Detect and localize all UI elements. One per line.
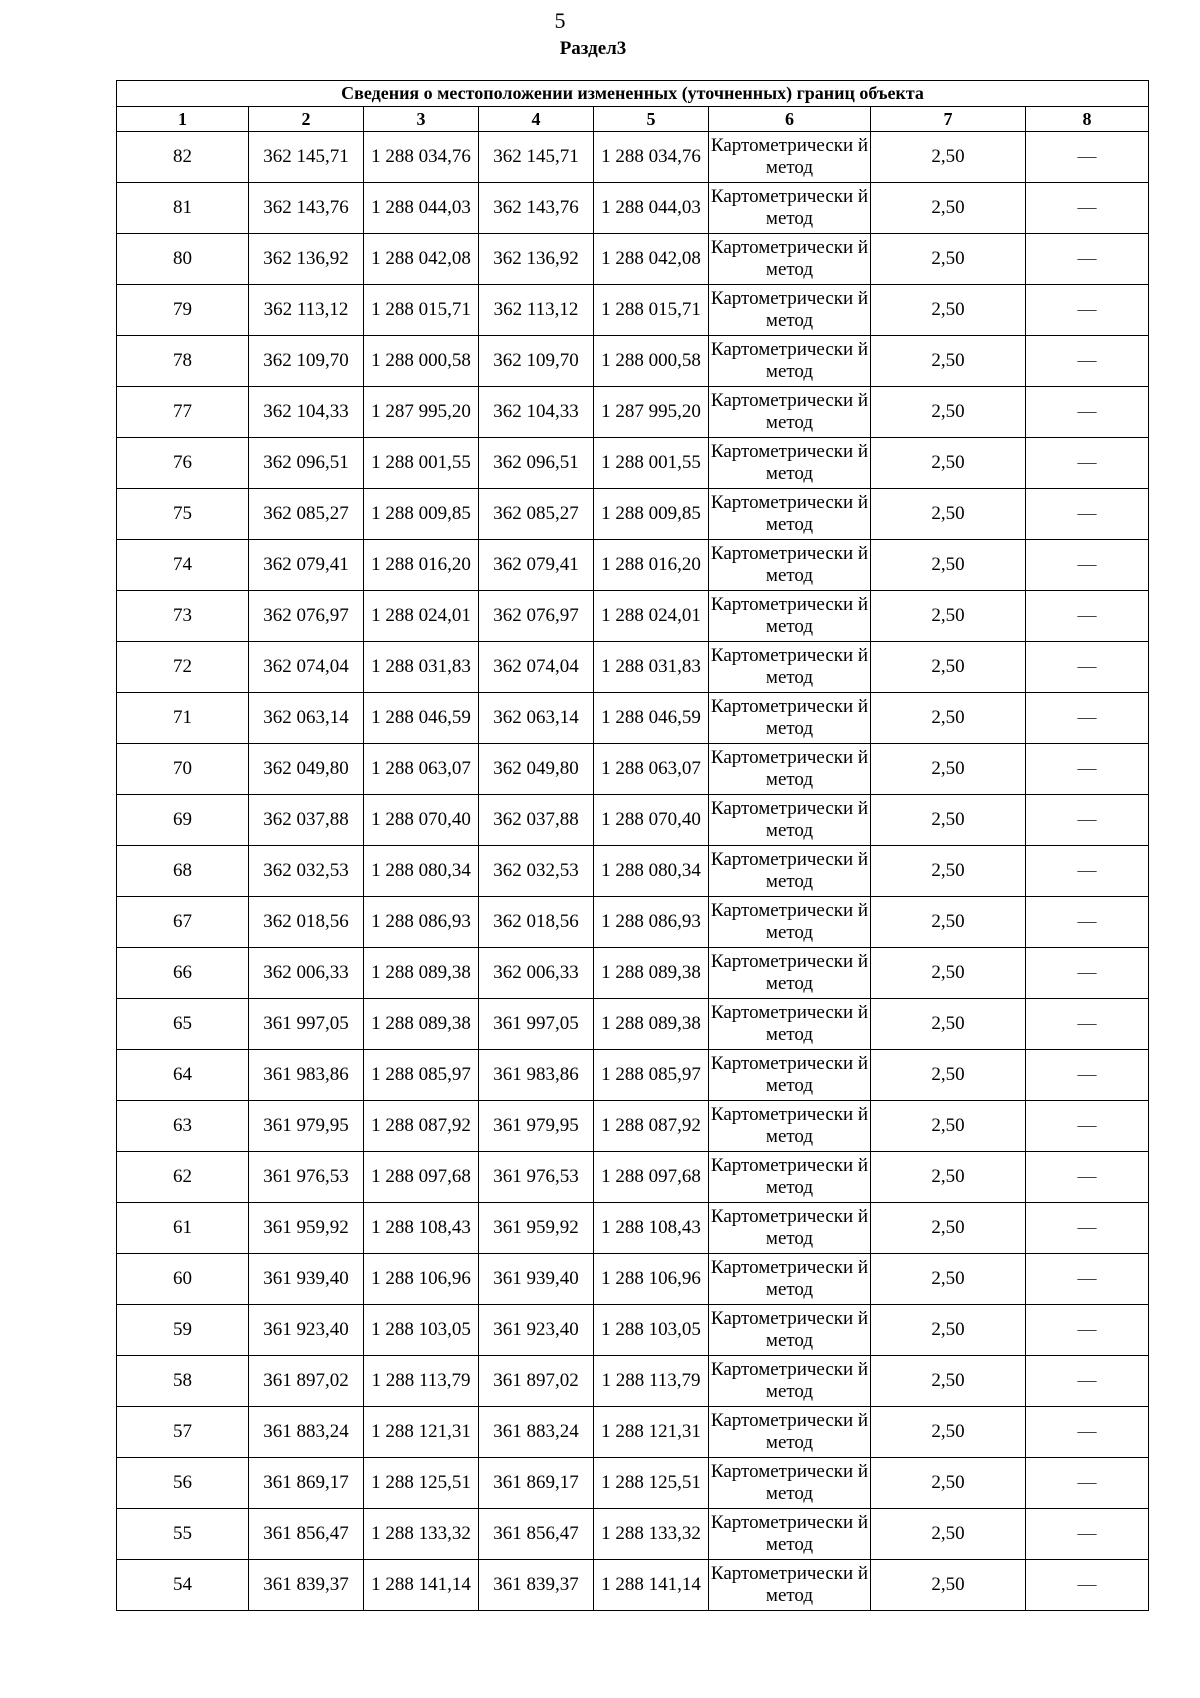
x-old-cell: 361 883,24 <box>249 1407 364 1458</box>
accuracy-cell: 2,50 <box>871 1101 1026 1152</box>
y-new-cell: 1 288 087,92 <box>594 1101 709 1152</box>
description-cell: — <box>1026 1050 1149 1101</box>
point-number-cell: 68 <box>117 846 249 897</box>
description-cell: — <box>1026 540 1149 591</box>
x-new-cell: 362 085,27 <box>479 489 594 540</box>
x-old-cell: 361 959,92 <box>249 1203 364 1254</box>
description-cell: — <box>1026 795 1149 846</box>
description-cell: — <box>1026 591 1149 642</box>
x-new-cell: 361 883,24 <box>479 1407 594 1458</box>
column-number: 2 <box>249 107 364 132</box>
description-cell: — <box>1026 489 1149 540</box>
accuracy-cell: 2,50 <box>871 1152 1026 1203</box>
accuracy-cell: 2,50 <box>871 234 1026 285</box>
y-new-cell: 1 288 042,08 <box>594 234 709 285</box>
y-old-cell: 1 288 085,97 <box>364 1050 479 1101</box>
description-cell: — <box>1026 948 1149 999</box>
description-cell: — <box>1026 387 1149 438</box>
point-number-cell: 72 <box>117 642 249 693</box>
table-row <box>117 846 1149 897</box>
accuracy-cell: 2,50 <box>871 387 1026 438</box>
point-number-cell: 54 <box>117 1560 249 1611</box>
y-new-cell: 1 288 089,38 <box>594 999 709 1050</box>
method-cell: Картометрически й метод <box>709 1254 871 1305</box>
accuracy-cell: 2,50 <box>871 1305 1026 1356</box>
y-new-cell: 1 288 108,43 <box>594 1203 709 1254</box>
y-old-cell: 1 288 097,68 <box>364 1152 479 1203</box>
table-row <box>117 642 1149 693</box>
accuracy-cell: 2,50 <box>871 132 1026 183</box>
point-number-cell: 66 <box>117 948 249 999</box>
x-new-cell: 361 997,05 <box>479 999 594 1050</box>
description-cell: — <box>1026 744 1149 795</box>
y-old-cell: 1 288 000,58 <box>364 336 479 387</box>
table-row <box>117 438 1149 489</box>
point-number-cell: 73 <box>117 591 249 642</box>
x-old-cell: 361 983,86 <box>249 1050 364 1101</box>
x-new-cell: 361 839,37 <box>479 1560 594 1611</box>
y-new-cell: 1 288 113,79 <box>594 1356 709 1407</box>
y-old-cell: 1 288 024,01 <box>364 591 479 642</box>
x-new-cell: 362 018,56 <box>479 897 594 948</box>
accuracy-cell: 2,50 <box>871 795 1026 846</box>
y-new-cell: 1 287 995,20 <box>594 387 709 438</box>
table-row <box>117 540 1149 591</box>
y-new-cell: 1 288 044,03 <box>594 183 709 234</box>
accuracy-cell: 2,50 <box>871 948 1026 999</box>
description-cell: — <box>1026 846 1149 897</box>
accuracy-cell: 2,50 <box>871 744 1026 795</box>
x-new-cell: 361 869,17 <box>479 1458 594 1509</box>
point-number-cell: 64 <box>117 1050 249 1101</box>
point-number-cell: 63 <box>117 1101 249 1152</box>
description-cell: — <box>1026 1305 1149 1356</box>
method-cell: Картометрически й метод <box>709 132 871 183</box>
description-cell: — <box>1026 693 1149 744</box>
method-cell: Картометрически й метод <box>709 846 871 897</box>
x-old-cell: 362 109,70 <box>249 336 364 387</box>
y-old-cell: 1 288 063,07 <box>364 744 479 795</box>
method-cell: Картометрически й метод <box>709 1203 871 1254</box>
x-old-cell: 361 923,40 <box>249 1305 364 1356</box>
x-old-cell: 362 037,88 <box>249 795 364 846</box>
y-new-cell: 1 288 024,01 <box>594 591 709 642</box>
x-old-cell: 361 939,40 <box>249 1254 364 1305</box>
column-number: 7 <box>871 107 1026 132</box>
accuracy-cell: 2,50 <box>871 1050 1026 1101</box>
description-cell: — <box>1026 438 1149 489</box>
column-number: 5 <box>594 107 709 132</box>
method-cell: Картометрически й метод <box>709 489 871 540</box>
description-cell: — <box>1026 1152 1149 1203</box>
x-old-cell: 361 979,95 <box>249 1101 364 1152</box>
x-old-cell: 362 032,53 <box>249 846 364 897</box>
table-row <box>117 132 1149 183</box>
y-new-cell: 1 288 009,85 <box>594 489 709 540</box>
table-row <box>117 591 1149 642</box>
x-new-cell: 361 959,92 <box>479 1203 594 1254</box>
x-new-cell: 361 856,47 <box>479 1509 594 1560</box>
table-row <box>117 1356 1149 1407</box>
y-old-cell: 1 287 995,20 <box>364 387 479 438</box>
point-number-cell: 60 <box>117 1254 249 1305</box>
y-new-cell: 1 288 121,31 <box>594 1407 709 1458</box>
y-new-cell: 1 288 000,58 <box>594 336 709 387</box>
column-number-row <box>117 107 1149 132</box>
x-new-cell: 362 074,04 <box>479 642 594 693</box>
accuracy-cell: 2,50 <box>871 336 1026 387</box>
column-number: 4 <box>479 107 594 132</box>
x-new-cell: 361 983,86 <box>479 1050 594 1101</box>
table-row <box>117 1560 1149 1611</box>
y-new-cell: 1 288 085,97 <box>594 1050 709 1101</box>
y-new-cell: 1 288 086,93 <box>594 897 709 948</box>
description-cell: — <box>1026 897 1149 948</box>
point-number-cell: 61 <box>117 1203 249 1254</box>
point-number-cell: 81 <box>117 183 249 234</box>
y-new-cell: 1 288 141,14 <box>594 1560 709 1611</box>
accuracy-cell: 2,50 <box>871 183 1026 234</box>
y-old-cell: 1 288 141,14 <box>364 1560 479 1611</box>
x-old-cell: 361 997,05 <box>249 999 364 1050</box>
y-old-cell: 1 288 087,92 <box>364 1101 479 1152</box>
table-row <box>117 1458 1149 1509</box>
x-old-cell: 362 136,92 <box>249 234 364 285</box>
method-cell: Картометрически й метод <box>709 1560 871 1611</box>
x-old-cell: 362 079,41 <box>249 540 364 591</box>
accuracy-cell: 2,50 <box>871 1509 1026 1560</box>
table-row <box>117 489 1149 540</box>
x-new-cell: 361 939,40 <box>479 1254 594 1305</box>
table-row <box>117 795 1149 846</box>
y-old-cell: 1 288 042,08 <box>364 234 479 285</box>
table-row <box>117 1509 1149 1560</box>
point-number-cell: 82 <box>117 132 249 183</box>
point-number-cell: 67 <box>117 897 249 948</box>
y-new-cell: 1 288 097,68 <box>594 1152 709 1203</box>
y-old-cell: 1 288 070,40 <box>364 795 479 846</box>
column-number: 8 <box>1026 107 1149 132</box>
table-row <box>117 1407 1149 1458</box>
y-new-cell: 1 288 103,05 <box>594 1305 709 1356</box>
x-new-cell: 362 104,33 <box>479 387 594 438</box>
accuracy-cell: 2,50 <box>871 693 1026 744</box>
x-old-cell: 362 143,76 <box>249 183 364 234</box>
x-old-cell: 362 018,56 <box>249 897 364 948</box>
table-row <box>117 183 1149 234</box>
y-old-cell: 1 288 009,85 <box>364 489 479 540</box>
x-new-cell: 361 979,95 <box>479 1101 594 1152</box>
point-number-cell: 75 <box>117 489 249 540</box>
method-cell: Картометрически й метод <box>709 948 871 999</box>
description-cell: — <box>1026 1458 1149 1509</box>
y-old-cell: 1 288 108,43 <box>364 1203 479 1254</box>
table-row <box>117 1101 1149 1152</box>
description-cell: — <box>1026 234 1149 285</box>
table-row <box>117 1203 1149 1254</box>
method-cell: Картометрически й метод <box>709 591 871 642</box>
table-title: Сведения о местоположении измененных (уточненных) границ объекта <box>117 81 1149 107</box>
table-row <box>117 693 1149 744</box>
y-new-cell: 1 288 070,40 <box>594 795 709 846</box>
y-new-cell: 1 288 063,07 <box>594 744 709 795</box>
y-old-cell: 1 288 106,96 <box>364 1254 479 1305</box>
accuracy-cell: 2,50 <box>871 591 1026 642</box>
table-row <box>117 1152 1149 1203</box>
description-cell: — <box>1026 1254 1149 1305</box>
x-old-cell: 361 856,47 <box>249 1509 364 1560</box>
y-old-cell: 1 288 121,31 <box>364 1407 479 1458</box>
table-row <box>117 1305 1149 1356</box>
y-old-cell: 1 288 015,71 <box>364 285 479 336</box>
accuracy-cell: 2,50 <box>871 642 1026 693</box>
column-number: 6 <box>709 107 871 132</box>
method-cell: Картометрически й метод <box>709 1458 871 1509</box>
x-new-cell: 362 037,88 <box>479 795 594 846</box>
x-new-cell: 362 136,92 <box>479 234 594 285</box>
x-new-cell: 361 923,40 <box>479 1305 594 1356</box>
point-number-cell: 59 <box>117 1305 249 1356</box>
accuracy-cell: 2,50 <box>871 1356 1026 1407</box>
y-new-cell: 1 288 080,34 <box>594 846 709 897</box>
table-row <box>117 336 1149 387</box>
y-old-cell: 1 288 031,83 <box>364 642 479 693</box>
description-cell: — <box>1026 1203 1149 1254</box>
table-row <box>117 234 1149 285</box>
x-new-cell: 362 079,41 <box>479 540 594 591</box>
accuracy-cell: 2,50 <box>871 846 1026 897</box>
x-new-cell: 362 076,97 <box>479 591 594 642</box>
x-old-cell: 362 063,14 <box>249 693 364 744</box>
description-cell: — <box>1026 132 1149 183</box>
y-old-cell: 1 288 001,55 <box>364 438 479 489</box>
y-new-cell: 1 288 034,76 <box>594 132 709 183</box>
x-old-cell: 362 104,33 <box>249 387 364 438</box>
x-old-cell: 362 006,33 <box>249 948 364 999</box>
table-row <box>117 744 1149 795</box>
method-cell: Картометрически й метод <box>709 1101 871 1152</box>
x-new-cell: 362 006,33 <box>479 948 594 999</box>
accuracy-cell: 2,50 <box>871 1203 1026 1254</box>
page-number: 5 <box>554 8 566 33</box>
y-new-cell: 1 288 106,96 <box>594 1254 709 1305</box>
x-old-cell: 362 074,04 <box>249 642 364 693</box>
accuracy-cell: 2,50 <box>871 1254 1026 1305</box>
point-number-cell: 65 <box>117 999 249 1050</box>
table-row <box>117 285 1149 336</box>
x-old-cell: 362 113,12 <box>249 285 364 336</box>
x-old-cell: 361 839,37 <box>249 1560 364 1611</box>
x-old-cell: 362 085,27 <box>249 489 364 540</box>
description-cell: — <box>1026 183 1149 234</box>
y-new-cell: 1 288 015,71 <box>594 285 709 336</box>
x-new-cell: 362 063,14 <box>479 693 594 744</box>
x-old-cell: 362 145,71 <box>249 132 364 183</box>
method-cell: Картометрически й метод <box>709 234 871 285</box>
point-number-cell: 77 <box>117 387 249 438</box>
y-new-cell: 1 288 001,55 <box>594 438 709 489</box>
y-new-cell: 1 288 046,59 <box>594 693 709 744</box>
method-cell: Картометрически й метод <box>709 438 871 489</box>
x-old-cell: 362 049,80 <box>249 744 364 795</box>
y-old-cell: 1 288 086,93 <box>364 897 479 948</box>
method-cell: Картометрически й метод <box>709 1407 871 1458</box>
y-new-cell: 1 288 089,38 <box>594 948 709 999</box>
method-cell: Картометрически й метод <box>709 1509 871 1560</box>
method-cell: Картометрически й метод <box>709 744 871 795</box>
x-new-cell: 362 096,51 <box>479 438 594 489</box>
method-cell: Картометрически й метод <box>709 1305 871 1356</box>
point-number-cell: 57 <box>117 1407 249 1458</box>
accuracy-cell: 2,50 <box>871 438 1026 489</box>
table-row <box>117 1254 1149 1305</box>
y-old-cell: 1 288 133,32 <box>364 1509 479 1560</box>
table-row <box>117 948 1149 999</box>
y-old-cell: 1 288 125,51 <box>364 1458 479 1509</box>
accuracy-cell: 2,50 <box>871 285 1026 336</box>
method-cell: Картометрически й метод <box>709 795 871 846</box>
column-number: 1 <box>117 107 249 132</box>
y-new-cell: 1 288 016,20 <box>594 540 709 591</box>
point-number-cell: 80 <box>117 234 249 285</box>
point-number-cell: 79 <box>117 285 249 336</box>
accuracy-cell: 2,50 <box>871 540 1026 591</box>
y-old-cell: 1 288 034,76 <box>364 132 479 183</box>
y-old-cell: 1 288 103,05 <box>364 1305 479 1356</box>
description-cell: — <box>1026 642 1149 693</box>
accuracy-cell: 2,50 <box>871 1560 1026 1611</box>
description-cell: — <box>1026 1509 1149 1560</box>
point-number-cell: 74 <box>117 540 249 591</box>
accuracy-cell: 2,50 <box>871 489 1026 540</box>
x-new-cell: 362 109,70 <box>479 336 594 387</box>
x-new-cell: 362 032,53 <box>479 846 594 897</box>
y-old-cell: 1 288 046,59 <box>364 693 479 744</box>
x-new-cell: 362 145,71 <box>479 132 594 183</box>
y-new-cell: 1 288 133,32 <box>594 1509 709 1560</box>
point-number-cell: 76 <box>117 438 249 489</box>
point-number-cell: 69 <box>117 795 249 846</box>
x-old-cell: 361 897,02 <box>249 1356 364 1407</box>
y-old-cell: 1 288 089,38 <box>364 948 479 999</box>
table-row <box>117 1050 1149 1101</box>
y-old-cell: 1 288 113,79 <box>364 1356 479 1407</box>
table-row <box>117 999 1149 1050</box>
method-cell: Картометрически й метод <box>709 387 871 438</box>
method-cell: Картометрически й метод <box>709 693 871 744</box>
method-cell: Картометрически й метод <box>709 285 871 336</box>
method-cell: Картометрически й метод <box>709 999 871 1050</box>
method-cell: Картометрически й метод <box>709 1356 871 1407</box>
x-old-cell: 362 076,97 <box>249 591 364 642</box>
description-cell: — <box>1026 336 1149 387</box>
x-new-cell: 362 143,76 <box>479 183 594 234</box>
method-cell: Картометрически й метод <box>709 336 871 387</box>
point-number-cell: 56 <box>117 1458 249 1509</box>
table-row <box>117 387 1149 438</box>
x-old-cell: 362 096,51 <box>249 438 364 489</box>
point-number-cell: 55 <box>117 1509 249 1560</box>
x-new-cell: 361 976,53 <box>479 1152 594 1203</box>
section-title: Раздел3 <box>559 38 627 59</box>
accuracy-cell: 2,50 <box>871 897 1026 948</box>
y-old-cell: 1 288 089,38 <box>364 999 479 1050</box>
boundary-coordinates-table <box>116 80 1149 1611</box>
x-new-cell: 362 049,80 <box>479 744 594 795</box>
y-new-cell: 1 288 125,51 <box>594 1458 709 1509</box>
x-old-cell: 361 869,17 <box>249 1458 364 1509</box>
y-old-cell: 1 288 016,20 <box>364 540 479 591</box>
y-old-cell: 1 288 080,34 <box>364 846 479 897</box>
point-number-cell: 78 <box>117 336 249 387</box>
method-cell: Картометрически й метод <box>709 183 871 234</box>
method-cell: Картометрически й метод <box>709 642 871 693</box>
description-cell: — <box>1026 285 1149 336</box>
y-new-cell: 1 288 031,83 <box>594 642 709 693</box>
y-old-cell: 1 288 044,03 <box>364 183 479 234</box>
description-cell: — <box>1026 1407 1149 1458</box>
description-cell: — <box>1026 999 1149 1050</box>
method-cell: Картометрически й метод <box>709 1050 871 1101</box>
description-cell: — <box>1026 1356 1149 1407</box>
point-number-cell: 71 <box>117 693 249 744</box>
x-new-cell: 362 113,12 <box>479 285 594 336</box>
table-row <box>117 897 1149 948</box>
accuracy-cell: 2,50 <box>871 1458 1026 1509</box>
method-cell: Картометрически й метод <box>709 897 871 948</box>
column-number: 3 <box>364 107 479 132</box>
point-number-cell: 70 <box>117 744 249 795</box>
method-cell: Картометрически й метод <box>709 1152 871 1203</box>
accuracy-cell: 2,50 <box>871 1407 1026 1458</box>
method-cell: Картометрически й метод <box>709 540 871 591</box>
x-new-cell: 361 897,02 <box>479 1356 594 1407</box>
point-number-cell: 58 <box>117 1356 249 1407</box>
description-cell: — <box>1026 1101 1149 1152</box>
x-old-cell: 361 976,53 <box>249 1152 364 1203</box>
point-number-cell: 62 <box>117 1152 249 1203</box>
accuracy-cell: 2,50 <box>871 999 1026 1050</box>
description-cell: — <box>1026 1560 1149 1611</box>
